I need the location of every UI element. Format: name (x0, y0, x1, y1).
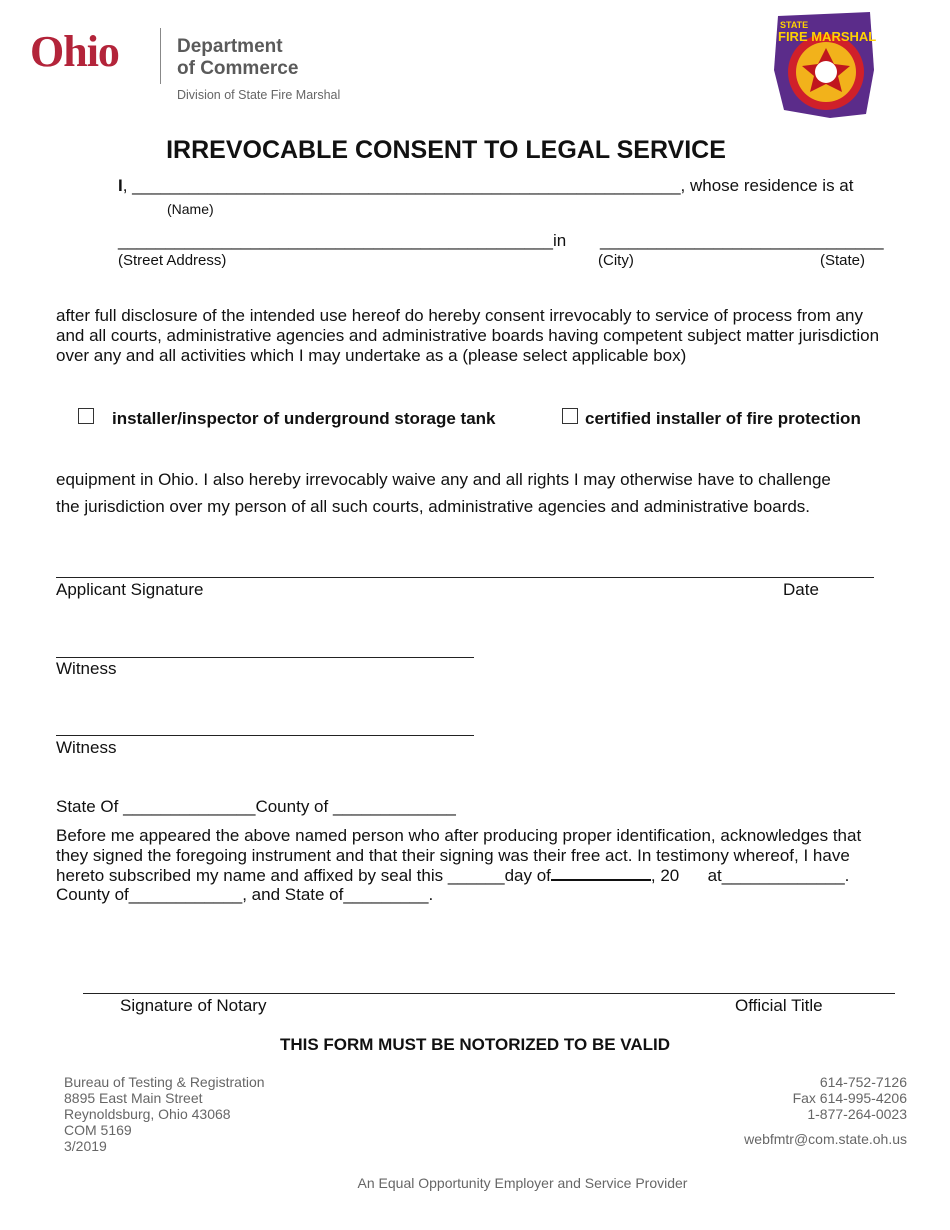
name-caption: (Name) (167, 201, 214, 217)
footer-phone: 614-752-7126 (819, 1074, 907, 1090)
disclosure-line: and all courts, administrative agencies and administrative boards having competent subject matter jurisdiction (56, 326, 880, 345)
footer-address (64, 1074, 265, 1154)
department-line-2: of Commerce (177, 58, 299, 79)
fire-marshal-seal-icon (770, 10, 878, 120)
form-title: IRREVOCABLE CONSENT TO LEGAL SERVICE (166, 136, 726, 164)
logo-divider (160, 28, 161, 84)
day-of-month-blank[interactable] (551, 865, 651, 881)
seal-text-top: STATE (780, 20, 809, 30)
notary-line: County of____________, and State of_________. (56, 885, 434, 904)
footer-address-line: 3/2019 (64, 1138, 107, 1154)
fire-protection-label: certified installer of fire protection (585, 409, 861, 428)
notary-line-3-part-a: hereto subscribed my name and affixed by seal this ______day of (56, 866, 551, 885)
notary-signature-label: Signature of Notary (120, 996, 267, 1015)
underground-tank-label: installer/inspector of underground storage tank (112, 409, 496, 428)
witness-label-2: Witness (56, 738, 117, 757)
department-line-1: Department (177, 36, 283, 57)
ohio-logo: Ohio (30, 27, 119, 76)
state-caption: (State) (820, 252, 866, 269)
notary-line: Before me appeared the above named person who after producing proper identification, acknowledges that (56, 826, 862, 845)
witness-signature-line-2[interactable] (56, 735, 474, 736)
city-state-line[interactable]: ______________________________ (600, 231, 884, 250)
footer-address-line: COM 5169 (64, 1122, 132, 1138)
street-address-caption: (Street Address) (118, 252, 227, 269)
street-address-line[interactable]: ______________________________________________ (118, 231, 553, 250)
division-name: Division of State Fire Marshal (177, 88, 341, 102)
state-county-row[interactable]: State Of ______________County of _____________ (56, 797, 456, 816)
fire-protection-checkbox[interactable] (562, 408, 578, 424)
footer-address-line: 8895 East Main Street (64, 1090, 203, 1106)
official-title-label: Official Title (735, 996, 823, 1015)
in-word: in (553, 231, 567, 250)
notarization-notice: THIS FORM MUST BE NOTORIZED TO BE VALID (279, 1035, 671, 1054)
witness-label-1: Witness (56, 659, 117, 678)
seal-text-main: FIRE MARSHAL (778, 29, 877, 44)
equal-opportunity-text: An Equal Opportunity Employer and Service Provider (357, 1175, 688, 1191)
residence-text: , whose residence is at (680, 176, 854, 195)
waiver-line: the jurisdiction over my person of all such courts, administrative agencies and administrative boards. (56, 497, 811, 516)
witness-signature-line-1[interactable] (56, 657, 474, 658)
notary-signature-line[interactable] (83, 993, 895, 994)
applicant-signature-line[interactable] (56, 577, 874, 578)
disclosure-line: after full disclosure of the intended use hereof do hereby consent irrevocably to service of process from any (56, 306, 863, 325)
footer-contact (793, 1074, 907, 1122)
notary-line-3 (56, 865, 849, 886)
intro-i: I (118, 176, 123, 195)
department-name (177, 36, 298, 80)
footer-address-line: Reynoldsburg, Ohio 43068 (64, 1106, 231, 1122)
date-label: Date (783, 580, 819, 599)
footer-address-line: Bureau of Testing & Registration (64, 1074, 265, 1090)
footer-fax: Fax 614-995-4206 (792, 1090, 907, 1106)
name-row (118, 176, 853, 196)
name-line[interactable]: , __________________________________________________________ (122, 176, 681, 195)
footer-email[interactable]: webfmtr@com.state.oh.us (744, 1131, 907, 1147)
city-caption: (City) (598, 252, 634, 269)
notary-line-3-part-b: , 20 at_____________. (650, 866, 850, 885)
notary-line: they signed the foregoing instrument and that their signing was their free act. In testimony whereof, I have (56, 846, 850, 865)
disclosure-paragraph (56, 306, 879, 366)
applicant-signature-label: Applicant Signature (56, 580, 204, 599)
footer-tollfree: 1-877-264-0023 (807, 1106, 907, 1122)
underground-tank-checkbox[interactable] (78, 408, 94, 424)
waiver-line: equipment in Ohio. I also hereby irrevocably waive any and all rights I may otherwise have to challenge (56, 470, 831, 489)
disclosure-line: over any and all activities which I may undertake as a (please select applicable box) (56, 346, 687, 365)
